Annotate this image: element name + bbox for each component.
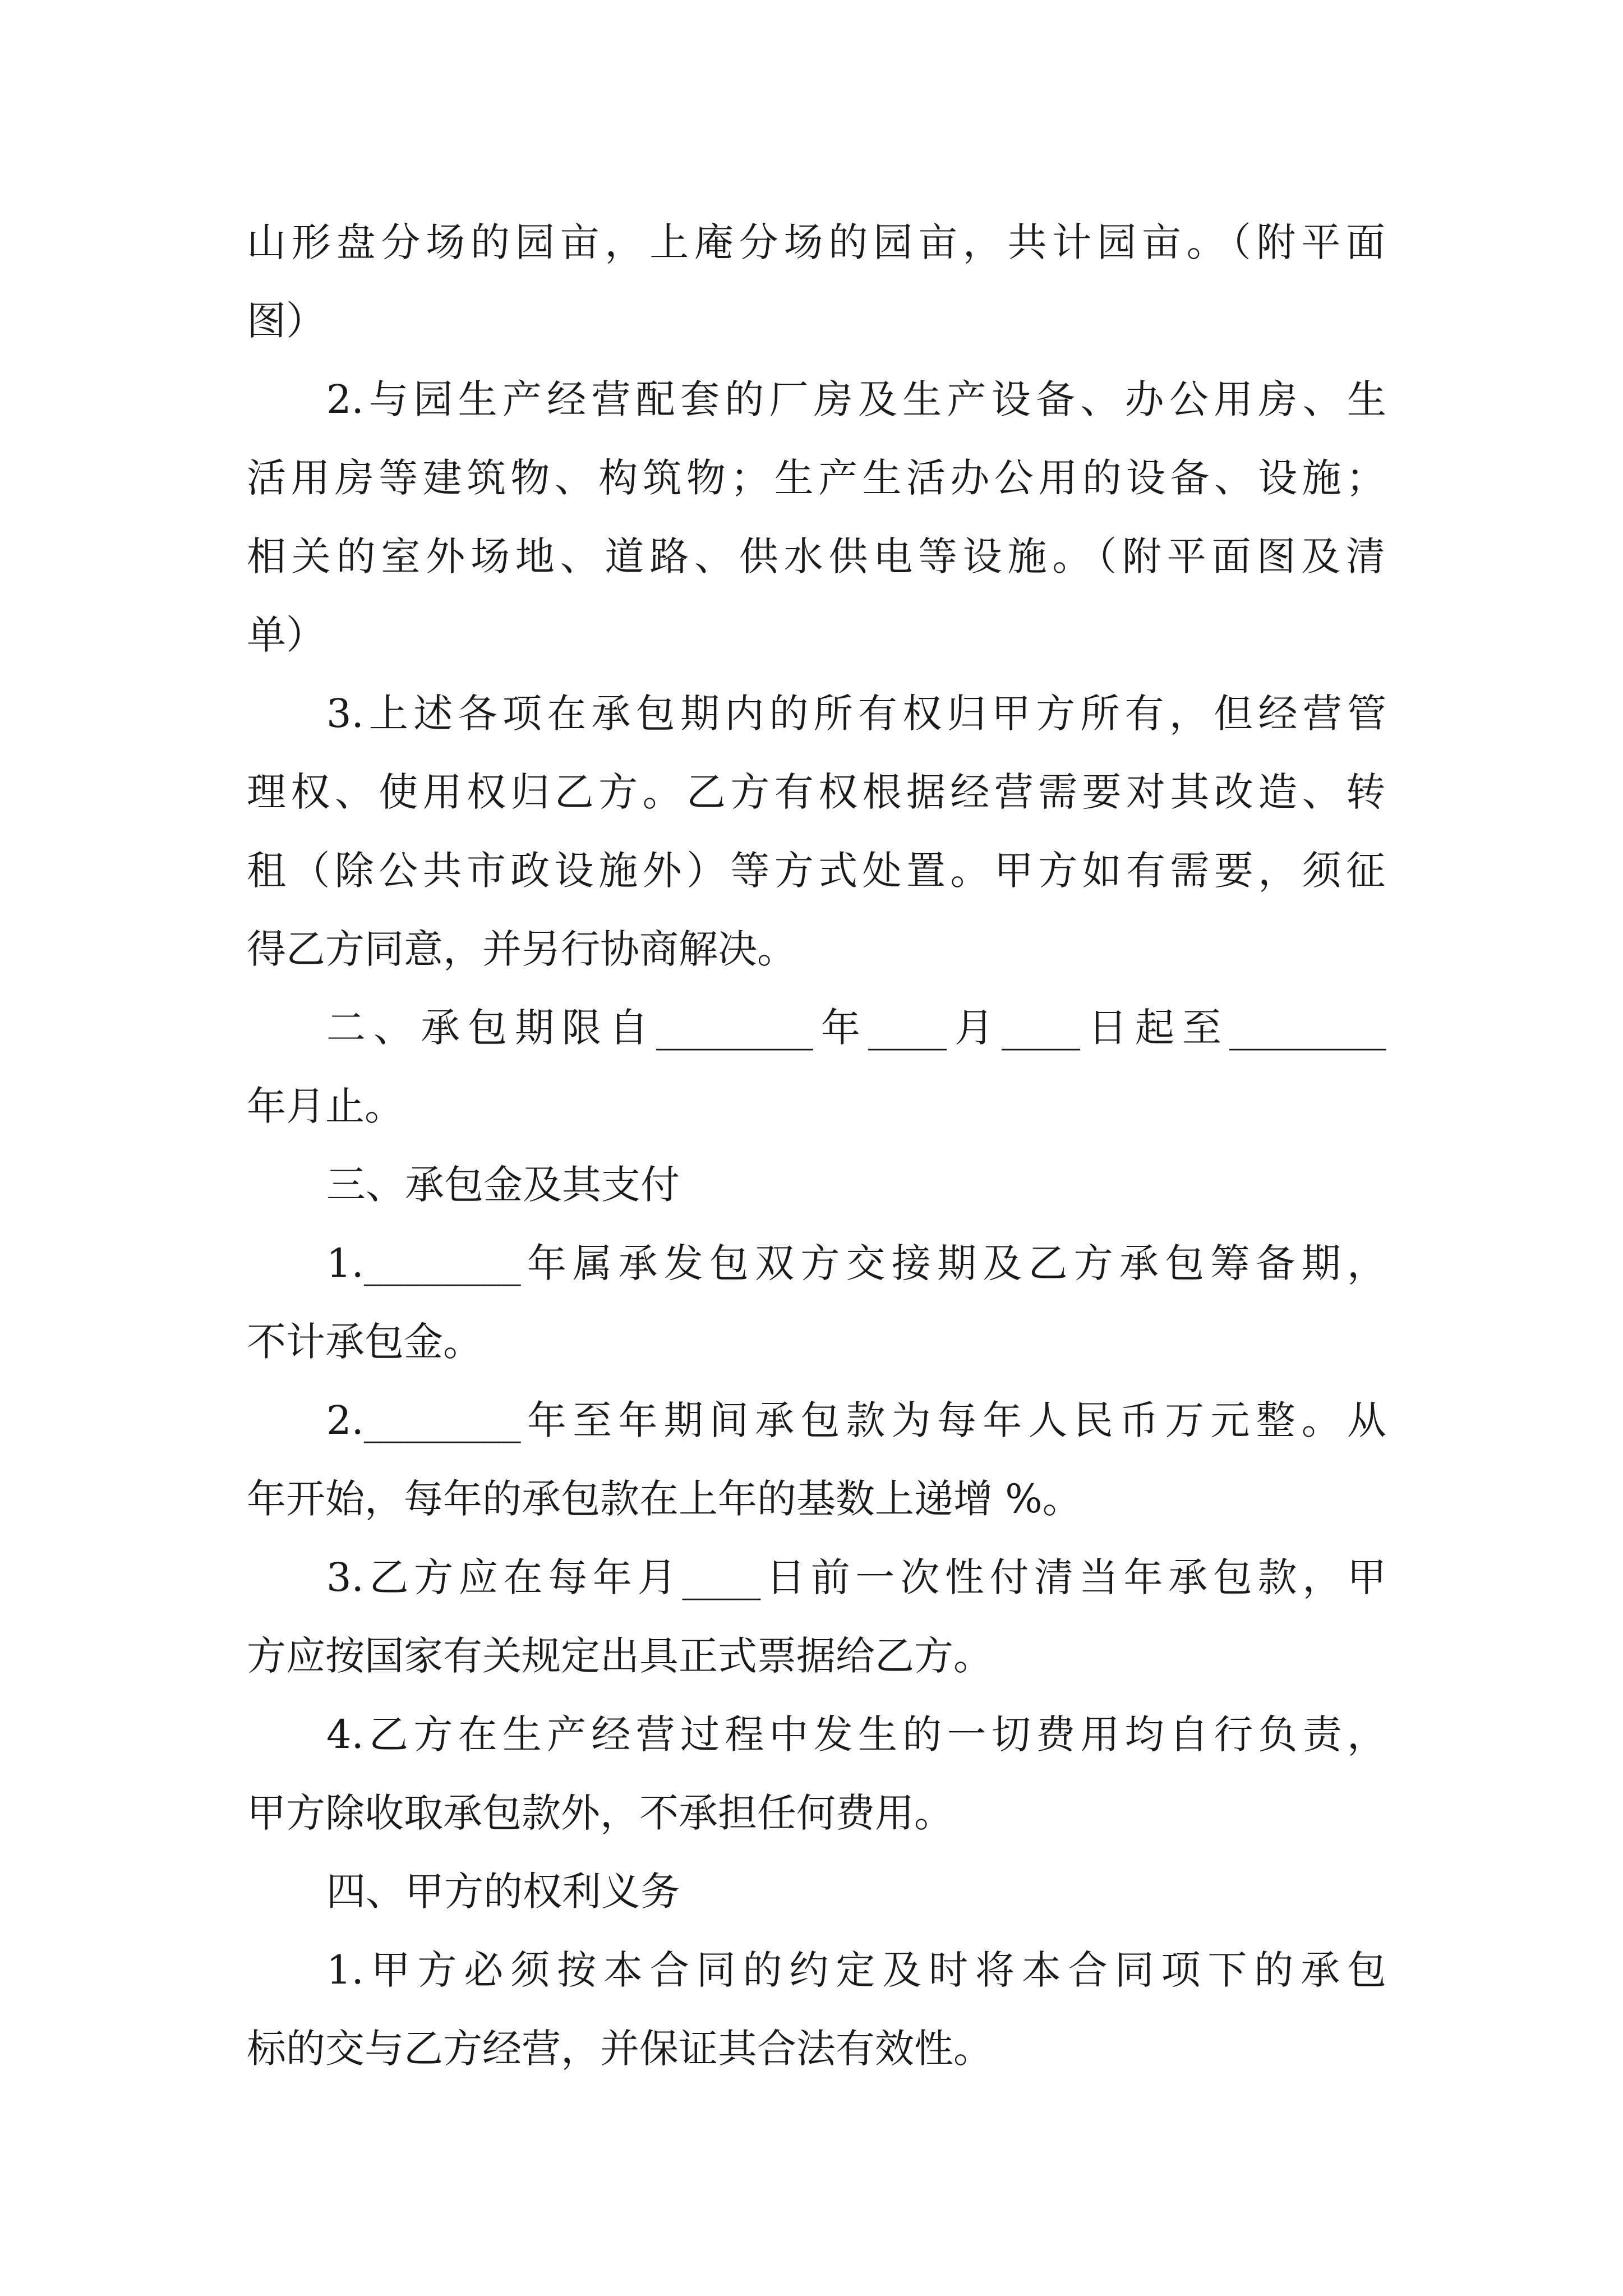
text-line: 甲方除收取承包款外，不承担任何费用。 [247,1790,953,1836]
text-line: 年月止。 [247,1083,404,1129]
text-line: 得乙方同意，并另行协商解决。 [247,926,796,972]
text-line: 4.乙方在生产经营过程中发生的一切费用均自行负责， [326,1711,1386,1757]
text-line: 年开始，每年的承包款在上年的基数上递增 %。 [247,1476,1082,1522]
section-heading: 三、承包金及其支付 [326,1162,680,1208]
text-line: 2.与园生产经营配套的厂房及生产设备、办公用房、生 [326,376,1386,422]
text-line: 图） [247,298,325,344]
text-line: 1.________年属承发包双方交接期及乙方承包筹备期， [326,1240,1386,1286]
section-heading: 四、甲方的权利义务 [326,1869,680,1915]
text-line: 相关的室外场地、道路、供水供电等设施。（附平面图及清 [247,533,1385,579]
text-line: 二、承包期限自________年____月____日起至________ [326,1005,1386,1051]
text-line: 租（除公共市政设施外）等方式处置。甲方如有需要，须征 [247,848,1385,894]
text-line: 方应按国家有关规定出具正式票据给乙方。 [247,1633,993,1679]
text-line: 2.________年至年期间承包款为每年人民币万元整。从 [326,1397,1386,1443]
text-line: 不计承包金。 [247,1319,482,1365]
text-line: 标的交与乙方经营，并保证其合法有效性。 [247,2026,993,2072]
text-line: 理权、使用权归乙方。乙方有权根据经营需要对其改造、转 [247,769,1385,815]
text-line: 单） [247,612,325,658]
text-line: 3.乙方应在每年月____日前一次性付清当年承包款，甲 [326,1554,1386,1600]
text-line: 1.甲方必须按本合同的约定及时将本合同项下的承包 [326,1947,1386,1993]
text-line: 山形盘分场的园亩，上庵分场的园亩，共计园亩。（附平面 [247,219,1385,265]
text-line: 活用房等建筑物、构筑物；生产生活办公用的设备、设施； [247,455,1385,501]
text-line: 3.上述各项在承包期内的所有权归甲方所有，但经营管 [326,691,1386,737]
